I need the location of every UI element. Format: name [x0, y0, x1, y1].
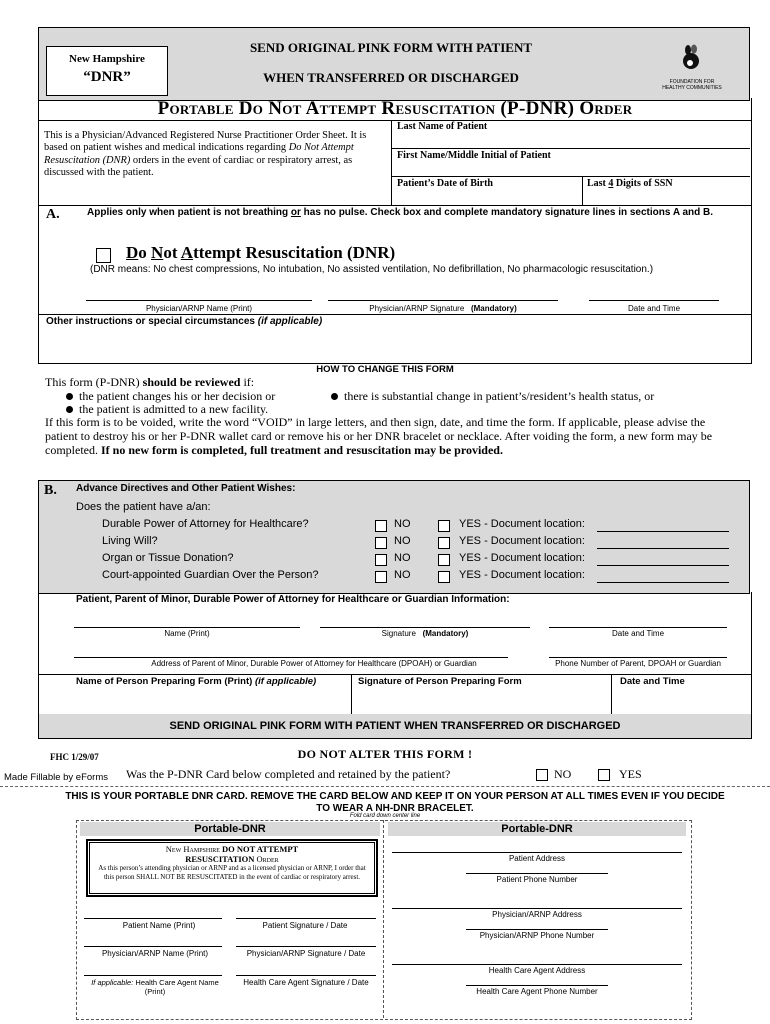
directive-location-line[interactable]: [597, 582, 729, 583]
preparer-signature-field[interactable]: Signature of Person Preparing Form: [358, 676, 522, 687]
card-phys-address-line[interactable]: [392, 908, 682, 909]
guardian-phone-label: Phone Number of Parent, DPOAH or Guardian: [555, 659, 721, 668]
directive-location-line[interactable]: [597, 531, 729, 532]
section-a-instructions: Applies only when patient is not breathing or has no pulse. Check box and complete mandatory signature lines in sections A and B.: [87, 207, 714, 218]
bullet-icon: [331, 393, 338, 400]
guardian-phone-line[interactable]: [549, 657, 727, 658]
how-to-change-heading: HOW TO CHANGE THIS FORM: [316, 364, 454, 375]
preparer-divider: [38, 674, 752, 675]
card-patient-phone-label: Patient Phone Number: [496, 875, 578, 884]
card-yes-checkbox[interactable]: [598, 769, 610, 781]
directive-no-label: NO: [394, 552, 411, 564]
state-label: New Hampshire: [69, 53, 145, 65]
guardian-info-heading: Patient, Parent of Minor, Durable Power of Attorney for Healthcare or Guardian Information:: [76, 594, 510, 605]
dob-field[interactable]: Patient’s Date of Birth: [397, 178, 493, 189]
directive-label: Court-appointed Guardian Over the Person?: [102, 569, 319, 581]
bullet-1: the patient changes his or her decision or: [66, 389, 275, 404]
card-patient-sig-line[interactable]: [236, 918, 376, 919]
void-paragraph: If this form is to be voided, write the word “VOID” in large letters, and then sign, date, and time the form. If applicable, please advise the patient to destroy his or her P-DNR wallet card or remove his or her DNR bracelet or necklace. After voiding the form, a new form may be completed. If no new form is completed, full treatment and resuscitation may be provided.: [45, 415, 713, 457]
bullet-icon: [66, 393, 73, 400]
card-phys-sig-line[interactable]: [236, 946, 376, 947]
guardian-signature-line[interactable]: [320, 627, 530, 628]
guardian-info-box: [38, 592, 752, 715]
directive-no-checkbox[interactable]: [375, 537, 387, 549]
foundation-logo: [648, 44, 734, 90]
section-a-letter: A.: [46, 207, 60, 222]
guardian-date-line[interactable]: [549, 627, 727, 628]
card-agent-name-label: If applicable: Health Care Agent Name (Print): [91, 978, 219, 996]
guardian-address-line[interactable]: [74, 657, 508, 658]
physician-name-label: Physician/ARNP Name (Print): [145, 304, 253, 313]
card-patient-address-line[interactable]: [392, 852, 682, 853]
send-line-2: WHEN TRANSFERRED OR DISCHARGED: [263, 70, 519, 85]
field-divider-2: [391, 176, 750, 177]
directive-yes-checkbox[interactable]: [438, 554, 450, 566]
card-phys-name-line[interactable]: [84, 946, 222, 947]
preparer-name-field[interactable]: Name of Person Preparing Form (Print) (if applicable): [76, 676, 317, 687]
card-patient-address-label: Patient Address: [508, 854, 566, 863]
card-patient-name-line[interactable]: [84, 918, 222, 919]
card-patient-sig-label: Patient Signature / Date: [262, 921, 348, 930]
card-question: Was the P-DNR Card below completed and retained by the patient?: [126, 767, 451, 781]
preparer-date-field[interactable]: Date and Time: [620, 676, 685, 687]
card-no-label: NO: [554, 767, 572, 781]
first-name-field[interactable]: First Name/Middle Initial of Patient: [397, 150, 551, 161]
state-dnr-box: [46, 46, 168, 96]
directive-no-label: NO: [394, 535, 411, 547]
card-phys-phone-label: Physician/ARNP Phone Number: [479, 931, 595, 940]
guardian-address-label: Address of Parent of Minor, Durable Power of Attorney for Healthcare (DPOAH) or Guardian: [151, 659, 477, 668]
last-name-field[interactable]: Last Name of Patient: [397, 121, 488, 132]
guardian-name-label: Name (Print): [164, 629, 210, 638]
bullet-icon: [66, 406, 73, 413]
dnr-label: “DNR”: [83, 69, 131, 85]
intro-divider: [391, 120, 392, 205]
cut-line: [0, 786, 770, 787]
directive-yes-label: YES - Document location:: [459, 552, 585, 564]
card-phys-name-label: Physician/ARNP Name (Print): [101, 949, 209, 958]
form-version: FHC 1/29/07: [50, 752, 99, 762]
form-title: Portable Do Not Attempt Resuscitation (P-DNR) Order: [38, 98, 752, 121]
field-divider-3: [582, 176, 583, 205]
physician-date-line[interactable]: [589, 300, 719, 301]
field-divider-1: [391, 148, 750, 149]
card-phys-sig-label: Physician/ARNP Signature / Date: [246, 949, 366, 958]
preparer-divider-3: [611, 674, 612, 714]
logo-text: FOUNDATION FOR HEALTHY COMMUNITIES: [662, 79, 722, 91]
section-b-heading: Advance Directives and Other Patient Wishes:: [76, 483, 296, 494]
directive-no-checkbox[interactable]: [375, 520, 387, 532]
directive-label: Living Will?: [102, 535, 158, 547]
section-b-question: Does the patient have a/an:: [76, 501, 211, 513]
card-phys-phone-line[interactable]: [466, 929, 608, 930]
directive-yes-checkbox[interactable]: [438, 571, 450, 583]
directive-location-line[interactable]: [597, 548, 729, 549]
send-banner: SEND ORIGINAL PINK FORM WITH PATIENT WHEN TRANSFERRED OR DISCHARGED: [38, 714, 752, 739]
section-a-box: [38, 205, 752, 364]
card-agent-phone-line[interactable]: [466, 985, 608, 986]
physician-signature-label: Physician/ARNP Signature (Mandatory): [369, 304, 517, 313]
card-right-title: Portable-DNR: [388, 822, 686, 836]
card-yes-label: YES: [619, 767, 642, 781]
review-line: This form (P-DNR) should be reviewed if:: [45, 375, 255, 389]
card-left-title: Portable-DNR: [80, 822, 380, 836]
directive-location-line[interactable]: [597, 565, 729, 566]
directive-yes-checkbox[interactable]: [438, 520, 450, 532]
card-agent-sig-label: Health Care Agent Signature / Date: [243, 978, 369, 987]
directive-yes-label: YES - Document location:: [459, 518, 585, 530]
card-agent-sig-line[interactable]: [236, 975, 376, 976]
bullet-2: there is substantial change in patient’s/resident’s health status, or: [331, 389, 654, 404]
card-patient-name-label: Patient Name (Print): [122, 921, 196, 930]
directive-no-label: NO: [394, 518, 411, 530]
card-notice: THIS IS YOUR PORTABLE DNR CARD. REMOVE THE CARD BELOW AND KEEP IT ON YOUR PERSON AT ALL TIMES EVEN IF YOU DECIDE TO WEAR A NH-DNR BRACELET.: [65, 791, 725, 814]
directive-yes-checkbox[interactable]: [438, 537, 450, 549]
preparer-divider-2: [351, 674, 352, 714]
dnr-title: Do Not Attempt Resuscitation (DNR): [126, 243, 396, 262]
card-order-box: New Hampshire DO NOT ATTEMPT RESUSCITATION Order As this person’s attending physician or ARNP and as a licensed physician or ARNP, I order that this person SHALL NOT BE RESUSCITATED in the event of cardiac or respiratory arrest.: [86, 839, 378, 897]
other-instructions-label[interactable]: Other instructions or special circumstances (if applicable): [46, 316, 323, 327]
card-order-text: As this person’s attending physician or ARNP and as a licensed physician or ARNP, I order that this person SHALL NOT BE RESUSCITATED in the event of cardiac or respiratory arrest.: [98, 864, 366, 881]
directive-no-label: NO: [394, 569, 411, 581]
fold-note: Fold card down center line: [349, 813, 421, 819]
ssn-field[interactable]: Last 4 Digits of SSN: [587, 178, 673, 189]
do-not-alter: DO NOT ALTER THIS FORM !: [297, 747, 473, 761]
card-agent-address-label: Health Care Agent Address: [488, 966, 586, 975]
physician-name-line[interactable]: [86, 300, 312, 301]
directive-label: Durable Power of Attorney for Healthcare?: [102, 518, 309, 530]
directive-label: Organ or Tissue Donation?: [102, 552, 234, 564]
guardian-name-line[interactable]: [74, 627, 300, 628]
directive-no-checkbox[interactable]: [375, 554, 387, 566]
section-a-divider: [38, 314, 752, 315]
card-no-checkbox[interactable]: [536, 769, 548, 781]
dnr-checkbox[interactable]: [96, 248, 111, 263]
guardian-signature-label: Signature (Mandatory): [381, 629, 469, 638]
guardian-date-label: Date and Time: [611, 629, 665, 638]
intro-text: This is a Physician/Advanced Registered Nurse Practitioner Order Sheet. It is based on patient wishes and medical indications regarding Do Not Attempt Resuscitation (DNR) orders in the event of cardiac or respiratory arrest, as discussed with the patient.: [44, 130, 367, 179]
directive-yes-label: YES - Document location:: [459, 535, 585, 547]
card-patient-phone-line[interactable]: [466, 873, 608, 874]
card-fold-line: [383, 820, 384, 1018]
directive-no-checkbox[interactable]: [375, 571, 387, 583]
section-b-letter: B.: [44, 483, 57, 498]
bullet-3: the patient is admitted to a new facility.: [66, 402, 268, 417]
card-agent-phone-label: Health Care Agent Phone Number: [476, 987, 598, 996]
made-fillable: Made Fillable by eForms: [4, 772, 109, 783]
physician-signature-line[interactable]: [328, 300, 558, 301]
send-line-1: SEND ORIGINAL PINK FORM WITH PATIENT: [249, 40, 533, 55]
directive-yes-label: YES - Document location:: [459, 569, 585, 581]
dnr-means: (DNR means: No chest compressions, No intubation, No assisted ventilation, No defibrillation, No pharmacologic resuscitation.): [90, 264, 654, 275]
card-agent-address-line[interactable]: [392, 964, 682, 965]
card-phys-address-label: Physician/ARNP Address: [492, 910, 582, 919]
card-agent-name-line[interactable]: [84, 975, 222, 976]
physician-date-label: Date and Time: [627, 304, 681, 313]
foundation-logo-icon: [648, 44, 734, 74]
